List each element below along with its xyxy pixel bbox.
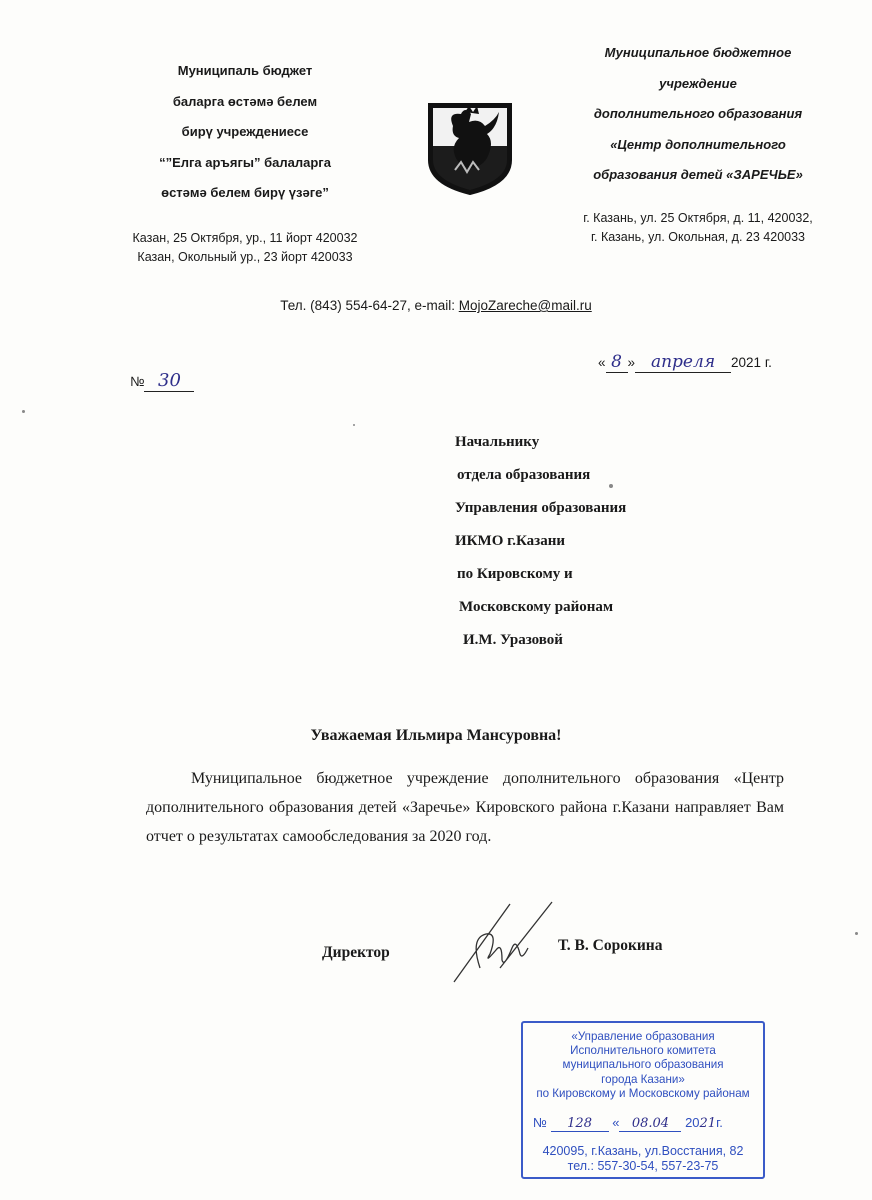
org-line: “”Елга аръягы” балаларга xyxy=(159,154,331,170)
header-right-address xyxy=(548,209,848,247)
addressee-line: ИКМО г.Казани xyxy=(455,533,565,549)
contacts-line xyxy=(0,298,872,313)
org-line: учреждение xyxy=(659,75,737,91)
addressee-block xyxy=(455,426,626,657)
addressee-line: по Кировскому и xyxy=(457,566,573,582)
letter-body: Муниципальное бюджетное учреждение дополнительного образования «Центр дополнительного образования детей «Заречье» Кировского района г.Казани направляет Вам отчет о результатах самообследования за 2020 год. xyxy=(146,770,784,845)
stamp-registration: № 128 « 08.04 2021г. xyxy=(533,1115,723,1132)
address-line: г. Казань, ул. 25 Октября, д. 11, 420032, xyxy=(583,210,813,225)
stamp-reg-number: 128 xyxy=(551,1116,609,1132)
stamp-line: Исполнительного комитета xyxy=(570,1044,716,1058)
scan-speck xyxy=(855,932,858,935)
stamp-year-suffix: г. xyxy=(716,1115,723,1131)
org-line: «Центр дополнительного xyxy=(610,136,786,152)
addressee-line: отдела образования xyxy=(457,467,591,483)
number-label: № xyxy=(130,374,145,389)
stamp-reg-label: № xyxy=(533,1115,547,1131)
stamp-line: по Кировскому и Московскому районам xyxy=(536,1086,750,1100)
signatory-name: Т. В. Сорокина xyxy=(558,937,663,954)
addressee-line: Начальнику xyxy=(455,434,540,450)
address-line: Казан, Окольный ур., 23 йорт 420033 xyxy=(137,249,353,264)
header-left-org xyxy=(110,56,380,267)
document-date xyxy=(598,352,772,373)
org-line: дополнительного образования xyxy=(593,106,803,121)
stamp-line: муниципального образования xyxy=(562,1058,724,1072)
stamp-year: 21 xyxy=(699,1116,717,1132)
coat-of-arms-emblem xyxy=(425,102,515,196)
email-link[interactable]: MojoZareche@mail.ru xyxy=(458,298,592,313)
org-line: Муниципаль бюджет xyxy=(177,63,313,78)
addressee-line: И.М. Уразовой xyxy=(463,632,563,648)
address-line: Казан, 25 Октября, ур., 11 йорт 420032 xyxy=(132,230,358,245)
date-month: апреля xyxy=(635,352,731,373)
org-line: баларга өстәмә белем xyxy=(172,93,318,109)
stamp-address-line: 420095, г.Казань, ул.Восстания, 82 xyxy=(542,1144,744,1159)
scan-speck xyxy=(609,484,613,488)
salutation: Уважаемая Ильмира Мансуровна! xyxy=(310,727,562,744)
stamp-line: «Управление образования xyxy=(571,1030,715,1043)
document-number xyxy=(130,370,194,392)
stamp-reg-date: 08.04 xyxy=(619,1116,681,1132)
stamp-line: города Казани» xyxy=(601,1072,685,1086)
org-line: образования детей «ЗАРЕЧЬЕ» xyxy=(593,167,803,182)
phone-text: Тел. (843) 554-64-27, e-mail: xyxy=(280,298,459,313)
stamp-year-prefix: 20 xyxy=(685,1115,700,1131)
scan-speck xyxy=(22,410,25,413)
date-open-quote: « xyxy=(598,355,606,370)
org-line: Муниципальное бюджетное xyxy=(604,45,792,60)
signatory-position: Директор xyxy=(322,944,390,961)
stamp-address-line: тел.: 557-30-54, 557-23-75 xyxy=(567,1159,719,1174)
number-value: 30 xyxy=(144,370,194,392)
stamp-address xyxy=(523,1144,763,1174)
date-year: 2021 г. xyxy=(731,355,772,370)
org-line: өстәмә белем бирү үзәге” xyxy=(161,185,329,200)
handwritten-signature xyxy=(440,898,560,988)
address-line: г. Казань, ул. Окольная, д. 23 420033 xyxy=(590,229,806,244)
header-left-address xyxy=(110,229,380,267)
addressee-line: Управления образования xyxy=(455,500,627,516)
org-line: бирү учреждениесе xyxy=(181,124,309,139)
registration-stamp xyxy=(521,1021,765,1179)
date-day: 8 xyxy=(606,352,628,373)
date-mid-quote: » xyxy=(627,355,636,370)
header-right-org xyxy=(548,38,848,247)
scan-speck xyxy=(353,424,355,426)
addressee-line: Московскому районам xyxy=(459,599,614,615)
